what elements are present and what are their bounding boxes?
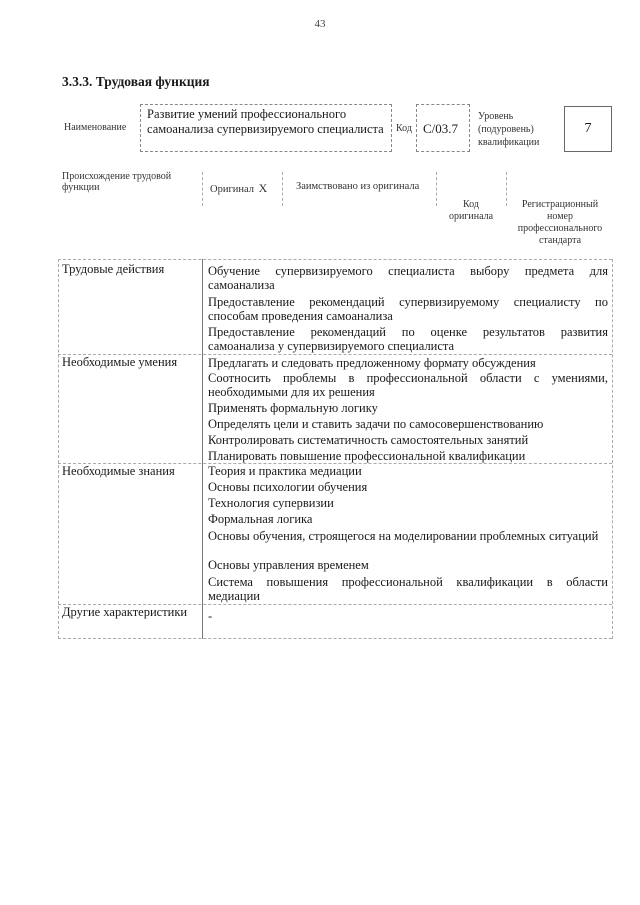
actions-label: Трудовые действия bbox=[62, 262, 165, 276]
action-item-2: Предоставление рекомендаций супервизируемому специалисту по способам проведения самоанализа bbox=[208, 295, 608, 323]
knowledge-label: Необходимые знания bbox=[62, 464, 175, 478]
level-label: Уровень (подуровень) квалификации bbox=[478, 111, 540, 148]
borrowed-text: Заимствовано из оригинала bbox=[296, 181, 420, 192]
knowledge-item-6: Основы управления временем bbox=[208, 558, 369, 572]
knowledge-item-3: Технология супервизии bbox=[208, 496, 334, 510]
skills-label: Необходимые умения bbox=[62, 355, 178, 369]
name-label: Наименование bbox=[64, 122, 127, 133]
knowledge-item-4: Формальная логика bbox=[208, 512, 313, 526]
level-value: 7 bbox=[584, 121, 592, 136]
knowledge-item-1: Теория и практика медиации bbox=[208, 464, 362, 478]
knowledge-item-7: Система повышения профессиональной квалификации в области медиации bbox=[208, 575, 608, 603]
skill-item-5: Контролировать систематичность самостоятельных занятий bbox=[208, 433, 529, 447]
code-box bbox=[416, 104, 470, 152]
skill-item-3: Применять формальную логику bbox=[208, 401, 378, 415]
reg-number-caption: Регистрационный номер профессионального стандарта bbox=[517, 199, 603, 246]
action-item-1: Обучение супервизируемого специалиста выбору предмета для самоанализа bbox=[208, 264, 608, 292]
name-value: Развитие умений профессионального самоанализа супервизируемого специалиста bbox=[147, 107, 384, 136]
name-box bbox=[140, 104, 392, 152]
skill-item-2: Соотносить проблемы в профессиональной области с умениями, необходимыми для их решения bbox=[208, 371, 608, 399]
skill-item-4: Определять цели и ставить задачи по самосовершенствованию bbox=[208, 417, 544, 431]
action-item-3: Предоставление рекомендаций по оценке результатов развития самоанализа у супервизируемого специалиста bbox=[208, 325, 608, 353]
level-box bbox=[564, 106, 612, 152]
skill-item-6: Планировать повышение профессиональной квалификации bbox=[208, 449, 526, 463]
knowledge-item-5: Основы обучения, строящегося на моделировании проблемных ситуаций bbox=[208, 529, 599, 543]
code-label: Код bbox=[396, 123, 412, 134]
other-label: Другие характеристики bbox=[62, 605, 188, 619]
other-value: - bbox=[208, 609, 213, 623]
original-text: Оригинал bbox=[210, 184, 254, 195]
skill-item-1: Предлагать и следовать предложенному формату обсуждения bbox=[208, 356, 536, 370]
origin-label: Происхождение трудовой функции bbox=[62, 171, 172, 193]
section-title: 3.3.3. Трудовая функция bbox=[62, 74, 210, 89]
code-value: C/03.7 bbox=[423, 121, 459, 136]
knowledge-item-2: Основы психологии обучения bbox=[208, 480, 368, 494]
code-original-caption: Код оригинала bbox=[448, 199, 494, 222]
page-number: 43 bbox=[314, 18, 326, 30]
original-mark: X bbox=[258, 181, 268, 195]
